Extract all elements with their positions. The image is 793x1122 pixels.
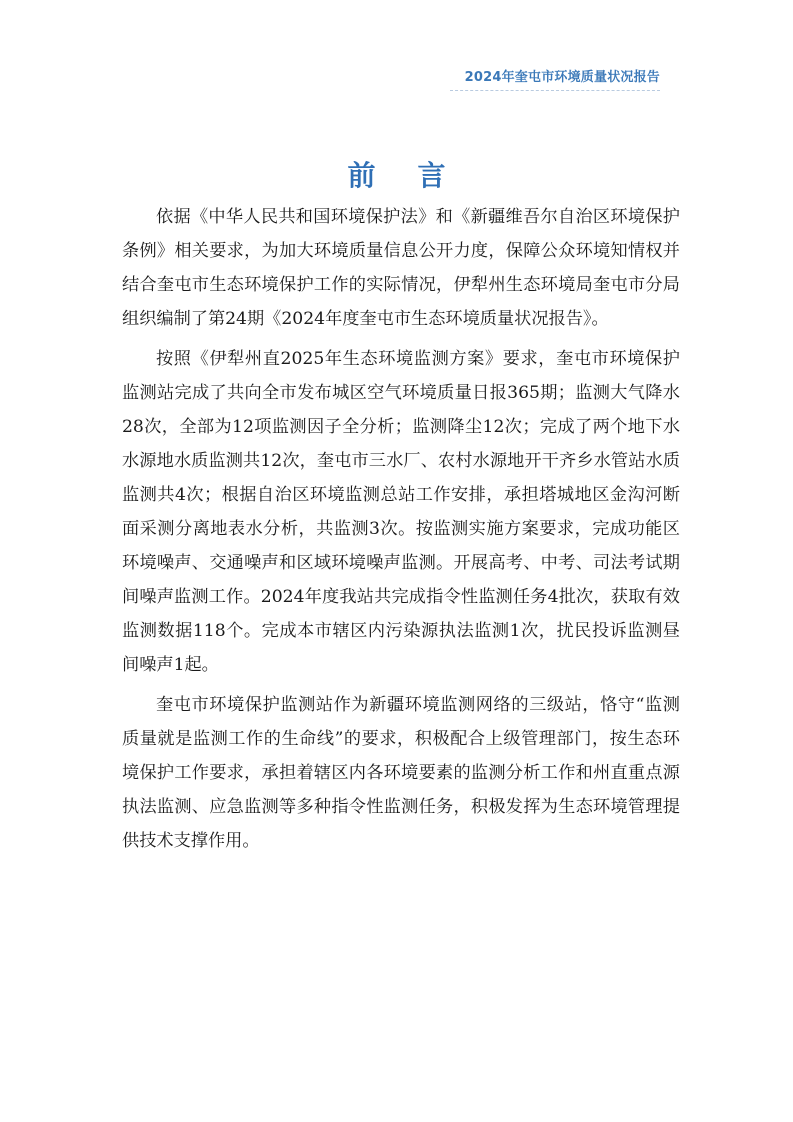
paragraph-2: 按照《伊犁州直2025年生态环境监测方案》要求，奎屯市环境保护监测站完成了共向全市发布城区空气环境质量日报365期；监测大气降水28次，全部为12项监测因子全分析；监测降尘12次；完成了两个地下水水源地水质监测共12次，奎屯市三水厂、农村水源地开干齐乡水管站水质监测共4次；根据自治区环境监测总站工作安排，承担塔城地区金沟河断面采测分离地表水分析，共监测3次。按监测实施方案要求，完成功能区环境噪声、交通噪声和区域环境噪声监测。开展高考、中考、司法考试期间噪声监测工作。2024年度我站共完成指令性监测任务4批次，获取有效监测数据118个。完成本市辖区内污染源执法监测1次，扰民投诉监测昼间噪声1起。 [122,349,680,675]
page-title: 前言 [347,159,488,192]
paragraph-3: 奎屯市环境保护监测站作为新疆环境监测网络的三级站，恪守“监测质量就是监测工作的生命线”的要求，积极配合上级管理部门，按生态环境保护工作要求，承担着辖区内各环境要素的监测分析工作和州直重点源执法监测、应急监测等多种指令性监测任务，积极发挥为生态环境管理提供技术支撑作用。 [122,695,680,851]
paragraph-1: 依据《中华人民共和国环境保护法》和《新疆维吾尔自治区环境保护条例》相关要求，为加大环境质量信息公开力度，保障公众环境知情权并结合奎屯市生态环境保护工作的实际情况，伊犁州生态环境局奎屯市分局组织编制了第24期《2024年度奎屯市生态环境质量状况报告》。 [122,207,680,329]
header-divider [450,90,660,91]
body-text [122,200,680,864]
running-header: 2024年奎屯市环境质量状况报告 [464,70,660,85]
